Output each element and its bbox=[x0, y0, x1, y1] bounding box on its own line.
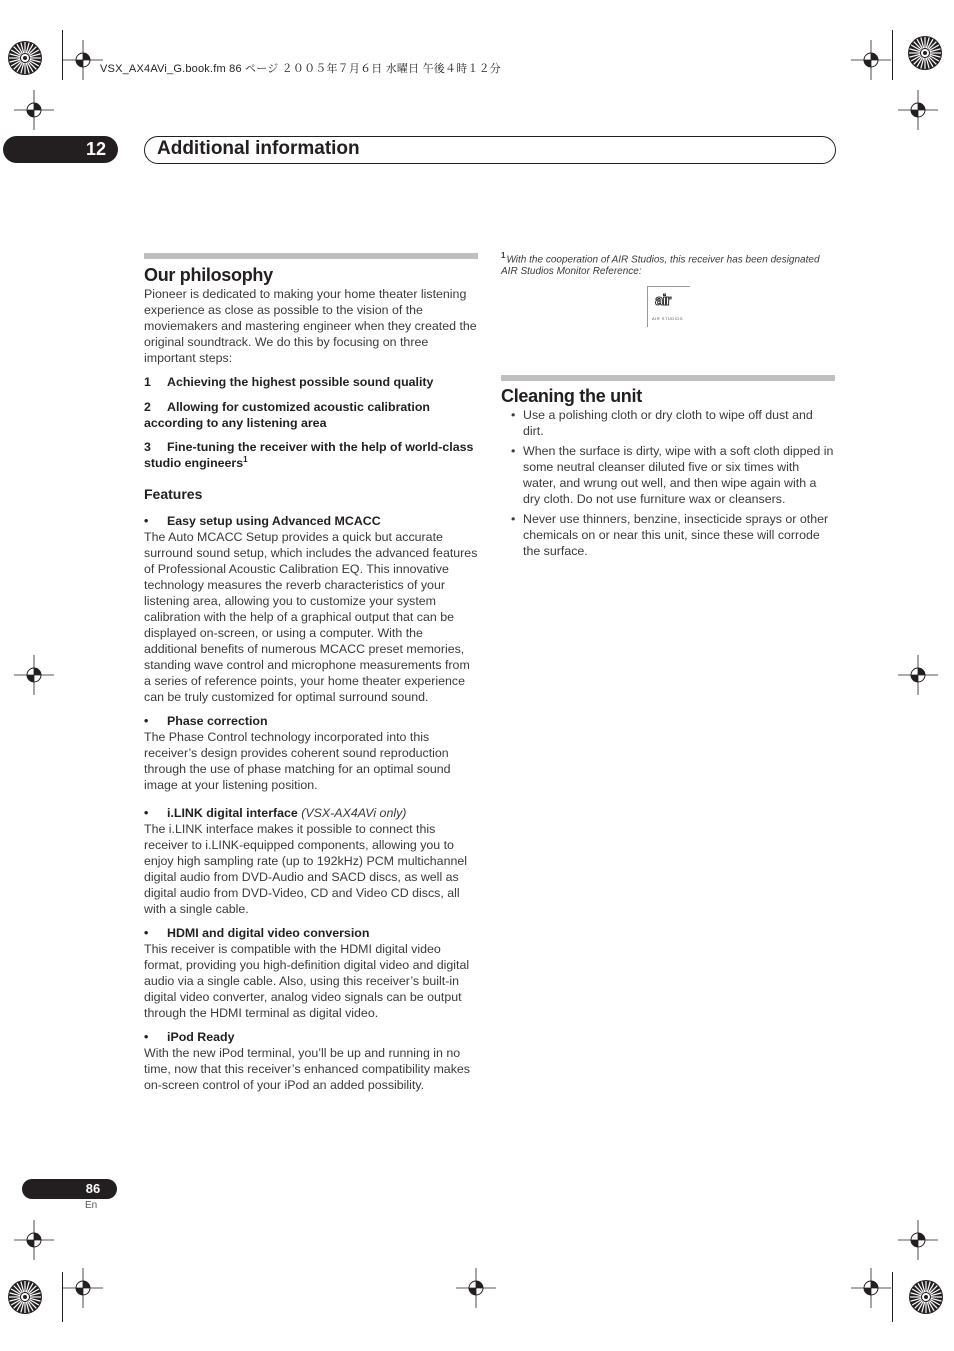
page-language: En bbox=[85, 1200, 98, 1211]
list-item: • Never use thinners, benzine, insecticide sprays or other chemicals on or near this unit, since these will corrode the surface. bbox=[501, 511, 835, 559]
registration-wheel-bottom-left bbox=[5, 1277, 45, 1317]
crosshair-mark bbox=[851, 40, 891, 80]
feature-title: Easy setup using Advanced MCACC bbox=[167, 514, 381, 528]
footnote-mark: 1 bbox=[501, 251, 506, 260]
feature-item bbox=[144, 925, 478, 1021]
feature-item bbox=[144, 713, 478, 793]
cleaning-heading: Cleaning the unit bbox=[501, 386, 642, 406]
feature-title: iPod Ready bbox=[167, 1030, 235, 1044]
list-item: • Use a polishing cloth or dry cloth to wipe off dust and dirt. bbox=[501, 407, 835, 439]
feature-text: The i.LINK interface makes it possible to connect this receiver to i.LINK-equipped components, allowing you to enjoy high sampling rate (up to 192kHz) PCM multichannel digital audio from DVD-Audio and SACD discs, as well as digital audio from DVD-Video, CD and Video CD discs, all with a single cable. bbox=[144, 822, 468, 916]
bullet: • bbox=[144, 1030, 149, 1044]
bullet: • bbox=[144, 926, 149, 940]
air-logo-mark: air bbox=[655, 292, 671, 309]
footnote-text: With the cooperation of AIR Studios, this receiver has been designated AIR Studios Monitor Reference: bbox=[501, 254, 820, 278]
footnote-reference: 1 bbox=[243, 454, 248, 464]
air-logo-caption: AIR STUDIOS bbox=[652, 316, 684, 321]
crop-line bbox=[62, 1272, 63, 1322]
crop-line bbox=[892, 1272, 893, 1322]
philosophy-section bbox=[144, 264, 478, 1093]
step-number: 2 bbox=[144, 400, 151, 414]
feature-item bbox=[144, 1029, 478, 1093]
section-rule bbox=[501, 375, 835, 381]
registration-wheel-top-left bbox=[5, 38, 45, 78]
chapter-title: Additional information bbox=[157, 138, 360, 159]
step-text: Fine-tuning the receiver with the help of world-class studio engineers bbox=[144, 440, 474, 470]
crosshair-mark bbox=[63, 1268, 103, 1308]
page-number: 86 bbox=[85, 1181, 101, 1196]
crosshair-mark bbox=[456, 1268, 496, 1308]
step-item bbox=[144, 399, 478, 431]
step-text: Allowing for customized acoustic calibration according to any listening area bbox=[144, 400, 430, 430]
step-number: 3 bbox=[144, 440, 151, 454]
crosshair-mark bbox=[898, 1220, 938, 1260]
step-text: Achieving the highest possible sound quality bbox=[167, 375, 434, 389]
feature-title: i.LINK digital interface bbox=[167, 806, 298, 820]
crosshair-mark bbox=[14, 655, 54, 695]
crosshair-mark bbox=[14, 1220, 54, 1260]
list-item: • When the surface is dirty, wipe with a soft cloth dipped in some neutral cleanser diluted five or six times with water, and wrung out well, and then wipe again with a dry cloth. Do not use furniture wax or cleansers. bbox=[501, 443, 835, 507]
philosophy-intro: Pioneer is dedicated to making your home theater listening experience as close as possible to the vision of the moviemakers and mastering engineer when they created the original soundtrack. We do this by focusing on three important steps: bbox=[144, 287, 477, 365]
step-item bbox=[144, 439, 478, 471]
crosshair-mark bbox=[851, 1268, 891, 1308]
footnote bbox=[501, 250, 835, 278]
section-rule bbox=[144, 253, 478, 259]
cleaning-section bbox=[501, 385, 835, 563]
feature-text: The Auto MCACC Setup provides a quick but accurate surround sound setup, which includes the advanced features of Professional Acoustic Calibration EQ. This innovative technology measures the reverb characteristics of your listening area, allowing you to customize your system calibration with the help of a graphical output that can be displayed on-screen, or using a computer. With the additional benefits of numerous MCACC preset memories, standing wave control and microphone measurements from a series of reference points, your home theater experience can be truly customized for optimal surround sound. bbox=[144, 530, 478, 704]
crop-line bbox=[892, 30, 893, 80]
registration-wheel-top-right bbox=[905, 33, 945, 73]
bullet: • bbox=[144, 806, 149, 820]
feature-text: With the new iPod terminal, you’ll be up and running in no time, now that this receiver’s enhanced compatibility makes on-screen control of your iPod an added possibility. bbox=[144, 1046, 470, 1092]
crosshair-mark bbox=[63, 40, 103, 80]
bullet: • bbox=[144, 514, 149, 528]
bullet: • bbox=[144, 714, 149, 728]
step-item bbox=[144, 374, 478, 390]
feature-note: (VSX-AX4AVi only) bbox=[301, 806, 407, 820]
step-number: 1 bbox=[144, 375, 151, 389]
feature-item bbox=[144, 805, 478, 917]
philosophy-heading: Our philosophy bbox=[144, 265, 273, 285]
crosshair-mark bbox=[898, 90, 938, 130]
feature-item bbox=[144, 513, 478, 705]
feature-text: The Phase Control technology incorporated into this receiver’s design provides coherent sound reproduction through the use of phase matching for an optimal sound image at your listening position. bbox=[144, 730, 451, 792]
feature-title: Phase correction bbox=[167, 714, 268, 728]
feature-text: This receiver is compatible with the HDMI digital video format, providing you high-definition digital video and digital audio via a single cable. Also, using this receiver’s built-in digital video converter, analog video signals can be output through the HDMI terminal as digital video. bbox=[144, 942, 470, 1020]
crosshair-mark bbox=[898, 655, 938, 695]
features-heading: Features bbox=[144, 486, 203, 502]
chapter-number: 12 bbox=[85, 139, 107, 159]
registration-wheel-bottom-right bbox=[906, 1277, 946, 1317]
crop-line bbox=[62, 30, 63, 80]
crosshair-mark bbox=[14, 90, 54, 130]
file-info: VSX_AX4AVi_G.book.fm 86 ページ ２００５年７月６日 水曜日 午後４時１２分 bbox=[100, 63, 501, 75]
feature-title: HDMI and digital video conversion bbox=[167, 926, 370, 940]
cleaning-list bbox=[501, 407, 835, 559]
